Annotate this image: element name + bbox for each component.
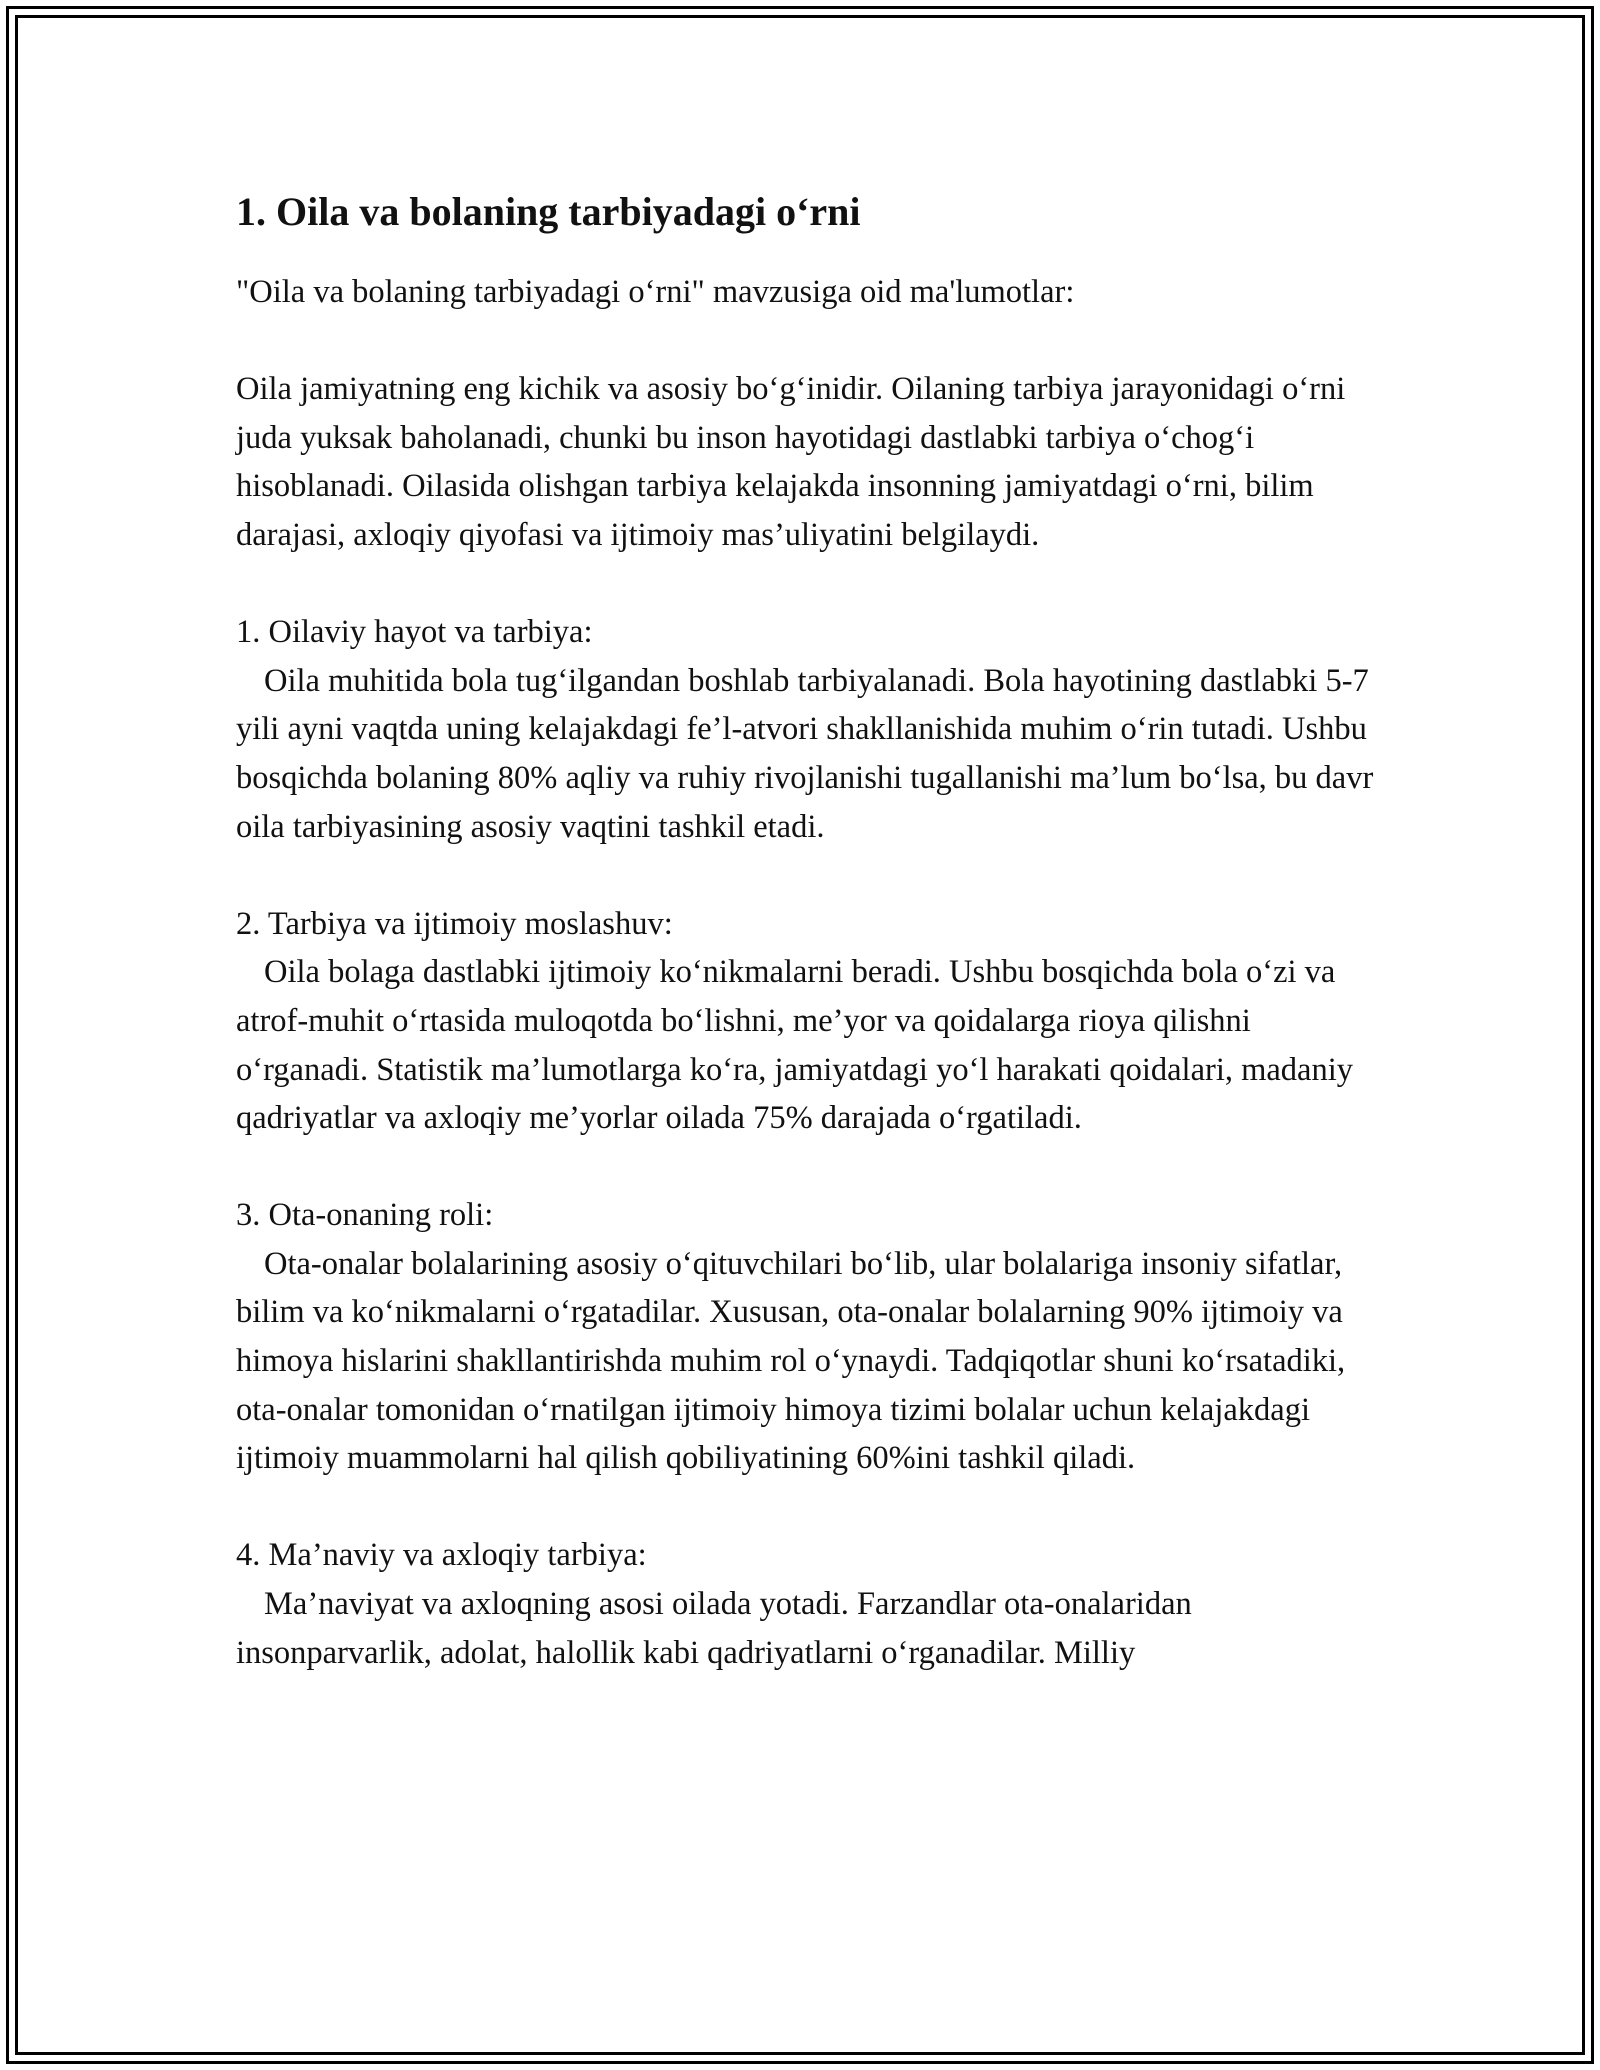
section-2: [236, 900, 1386, 1143]
document-title: 1. Oila va bolaning tarbiyadagi o‘rni: [236, 189, 861, 234]
section-heading: 1. Oilaviy hayot va tarbiya:: [236, 614, 593, 651]
section-body: Ma’naviyat va axloqning asosi oilada yotadi. Farzandlar ota-onalaridan insonparvarlik, adolat, halollik kabi qadriyatlarni o‘rganadilar. Milliy: [236, 1586, 1192, 1671]
section-4: [236, 1531, 1386, 1677]
section-heading: 4. Ma’naviy va axloqiy tarbiya:: [236, 1537, 647, 1574]
section-body: Oila muhitida bola tug‘ilgandan boshlab tarbiyalanadi. Bola hayotining dastlabki 5-7 yili ayni vaqtda uning kelajakdagi fe’l-atvori shakllanishida muhim o‘rin tutadi. Ushbu bosqichda bolaning 80% aqliy va ruhiy rivojlanishi tugallanishi ma’lum bo‘lsa, bu davr oila tarbiyasining asosiy vaqtini tashkil etadi.: [236, 662, 1374, 845]
section-body-wrap: [236, 1240, 1386, 1483]
section-body: Ota-onalar bolalarining asosiy o‘qituvchilari bo‘lib, ular bolalariga insoniy sifatlar, bilim va ko‘nikmalarni o‘rgatadilar. Xususan, ota-onalar bolalarning 90% ijtimoiy va himoya hislarini shakllantirishda muhim rol o‘ynaydi. Tadqiqotlar shuni ko‘rsatadiki, ota-onalar tomonidan o‘rnatilgan ijtimoiy himoya tizimi bolalar uchun kelajakdagi ijtimoiy muammolarni hal qilish qobiliyatining 60%ini tashkil qiladi.: [236, 1245, 1346, 1477]
section-body-wrap: [236, 1580, 1386, 1677]
section-body-wrap: [236, 948, 1386, 1142]
intro-paragraph: Oila jamiyatning eng kichik va asosiy bo‘g‘inidir. Oilaning tarbiya jarayonidagi o‘rni juda yuksak baholanadi, chunki bu inson hayotidagi dastlabki tarbiya o‘chog‘i hisoblanadi. Oilasida olishgan tarbiya kelajakda insonning jamiyatdagi o‘rni, bilim darajasi, axloqiy qiyofasi va ijtimoiy mas’uliyatini belgilaydi.: [236, 371, 1346, 553]
section-body-wrap: [236, 657, 1386, 851]
section-1: [236, 608, 1386, 851]
section-3: [236, 1191, 1386, 1483]
document-body: [236, 182, 1386, 1677]
section-heading: 2. Tarbiya va ijtimoiy moslashuv:: [236, 905, 673, 942]
section-heading: 3. Ota-onaning roli:: [236, 1197, 494, 1234]
section-body: Oila bolaga dastlabki ijtimoiy ko‘nikmalarni beradi. Ushbu bosqichda bola o‘zi va atrof-muhit o‘rtasida muloqotda bo‘lishni, me’yor va qoidalarga rioya qilishni o‘rganadi. Statistik ma’lumotlarga ko‘ra, jamiyatdagi yo‘l harakati qoidalari, madaniy qadriyatlar va axloqiy me’yorlar oilada 75% darajada o‘rgatiladi.: [236, 954, 1354, 1137]
intro-line: "Oila va bolaning tarbiyadagi o‘rni" mavzusiga oid ma'lumotlar:: [236, 274, 1075, 310]
